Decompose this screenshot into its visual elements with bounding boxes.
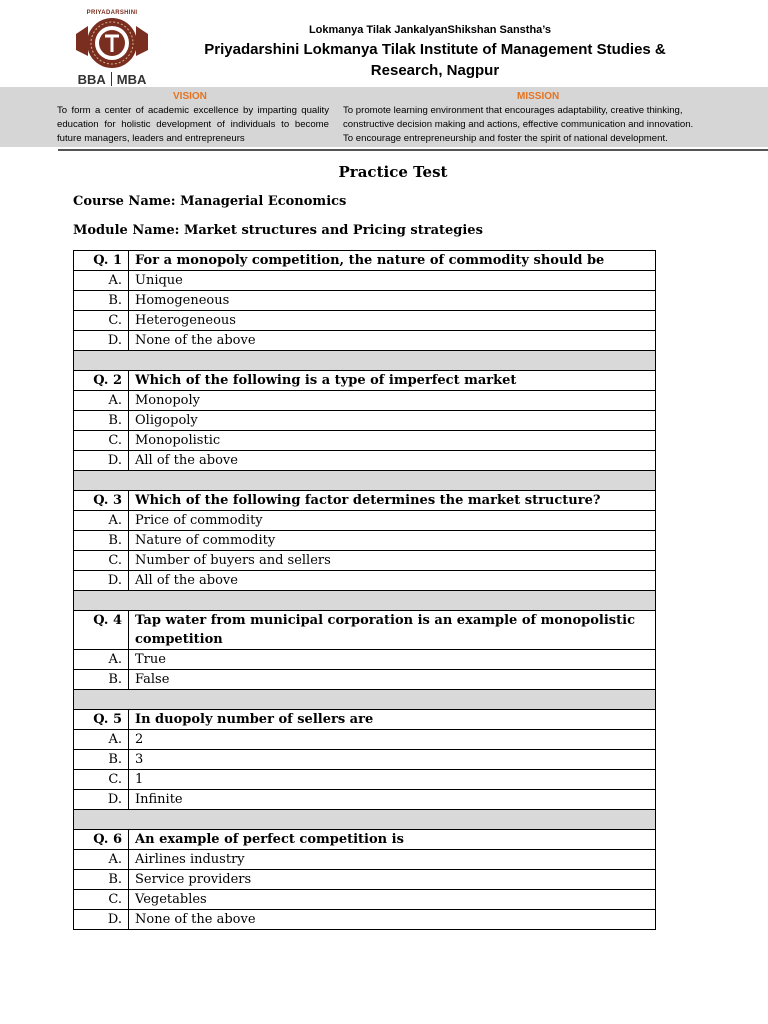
question-text: Which of the following is a type of imperfect market: [129, 371, 656, 391]
question-text: Tap water from municipal corporation is an example of monopolistic competition: [129, 611, 656, 650]
option-letter: D.: [74, 910, 129, 930]
module-name: Module Name: Market structures and Pricing strategies: [73, 223, 483, 238]
option-row: [74, 910, 656, 930]
institute-name: [180, 39, 690, 81]
logo-top-text: PRIYADARSHINI: [86, 10, 138, 16]
option-row: [74, 790, 656, 810]
option-letter: C.: [74, 311, 129, 331]
option-text: Infinite: [129, 790, 656, 810]
option-text: Nature of commodity: [129, 531, 656, 551]
institute-logo: [64, 10, 160, 88]
option-letter: A.: [74, 650, 129, 670]
option-letter: B.: [74, 870, 129, 890]
option-text: Vegetables: [129, 890, 656, 910]
option-row: [74, 291, 656, 311]
option-row: [74, 890, 656, 910]
question-row: [74, 491, 656, 511]
option-letter: D.: [74, 790, 129, 810]
option-text: None of the above: [129, 910, 656, 930]
option-text: False: [129, 670, 656, 690]
mission-title: MISSION: [517, 91, 560, 102]
mission-text: [343, 104, 743, 146]
separator-cell: [74, 810, 656, 830]
separator-row: [74, 591, 656, 611]
option-text: Price of commodity: [129, 511, 656, 531]
option-row: [74, 511, 656, 531]
vision-title: VISION: [173, 91, 207, 102]
question-row: [74, 830, 656, 850]
question-text: Which of the following factor determines the market structure?: [129, 491, 656, 511]
logo-program-text: [64, 72, 160, 87]
option-letter: A.: [74, 271, 129, 291]
sanstha-name: Lokmanya Tilak JankalyanShikshan Sanstha’s: [308, 24, 552, 36]
option-letter: C.: [74, 551, 129, 571]
option-text: All of the above: [129, 571, 656, 591]
option-letter: C.: [74, 770, 129, 790]
vision-text: To form a center of academic excellence by imparting quality education for holistic development of individuals to become future managers, leaders and entrepreneurs: [57, 105, 329, 144]
question-row: [74, 371, 656, 391]
option-letter: A.: [74, 511, 129, 531]
option-text: Oligopoly: [129, 411, 656, 431]
option-row: [74, 391, 656, 411]
option-text: All of the above: [129, 451, 656, 471]
question-row: [74, 251, 656, 271]
logo-mba: MBA: [116, 72, 147, 87]
question-number: Q. 1: [74, 251, 129, 271]
option-text: True: [129, 650, 656, 670]
option-letter: C.: [74, 431, 129, 451]
option-text: 1: [129, 770, 656, 790]
option-row: [74, 551, 656, 571]
option-row: [74, 650, 656, 670]
option-text: Monopoly: [129, 391, 656, 411]
question-text: For a monopoly competition, the nature of commodity should be: [129, 251, 656, 271]
option-letter: C.: [74, 890, 129, 910]
option-row: [74, 531, 656, 551]
question-text: In duopoly number of sellers are: [129, 710, 656, 730]
logo-divider: [111, 72, 112, 86]
option-text: 2: [129, 730, 656, 750]
separator-row: [74, 351, 656, 371]
mission-line: To promote learning environment that encourages adaptability, creative thinking,: [343, 105, 683, 116]
institute-name-line1: Priyadarshini Lokmanya Tilak Institute of Management Studies &: [204, 41, 666, 58]
questions-table: [73, 250, 656, 930]
option-row: [74, 311, 656, 331]
option-row: [74, 571, 656, 591]
option-letter: D.: [74, 571, 129, 591]
question-number: Q. 3: [74, 491, 129, 511]
option-row: [74, 331, 656, 351]
separator-row: [74, 690, 656, 710]
option-letter: B.: [74, 291, 129, 311]
option-letter: D.: [74, 451, 129, 471]
option-text: 3: [129, 750, 656, 770]
option-row: [74, 870, 656, 890]
separator-cell: [74, 591, 656, 611]
option-text: Number of buyers and sellers: [129, 551, 656, 571]
option-letter: A.: [74, 391, 129, 411]
question-number: Q. 4: [74, 611, 129, 650]
header-divider: [58, 149, 768, 151]
course-name: Course Name: Managerial Economics: [73, 194, 347, 209]
option-row: [74, 750, 656, 770]
option-text: Unique: [129, 271, 656, 291]
option-letter: D.: [74, 331, 129, 351]
separator-row: [74, 471, 656, 491]
question-number: Q. 2: [74, 371, 129, 391]
option-text: Service providers: [129, 870, 656, 890]
question-text: An example of perfect competition is: [129, 830, 656, 850]
mission-line: constructive decision making and actions, effective communication and innovation.: [343, 119, 694, 130]
question-row: [74, 611, 656, 650]
page-title: Practice Test: [338, 163, 448, 181]
option-letter: A.: [74, 730, 129, 750]
option-row: [74, 411, 656, 431]
option-row: [74, 431, 656, 451]
option-letter: B.: [74, 670, 129, 690]
option-text: Monopolistic: [129, 431, 656, 451]
option-row: [74, 451, 656, 471]
option-row: [74, 850, 656, 870]
separator-cell: [74, 690, 656, 710]
option-text: Heterogeneous: [129, 311, 656, 331]
question-row: [74, 710, 656, 730]
option-row: [74, 730, 656, 750]
option-letter: B.: [74, 531, 129, 551]
separator-row: [74, 810, 656, 830]
option-text: None of the above: [129, 331, 656, 351]
separator-cell: [74, 351, 656, 371]
mission-line: To encourage entrepreneurship and foster the spirit of national development.: [343, 133, 668, 144]
option-text: Airlines industry: [129, 850, 656, 870]
separator-cell: [74, 471, 656, 491]
option-row: [74, 770, 656, 790]
institute-emblem-icon: [72, 16, 152, 72]
question-number: Q. 6: [74, 830, 129, 850]
option-row: [74, 271, 656, 291]
option-letter: B.: [74, 411, 129, 431]
question-number: Q. 5: [74, 710, 129, 730]
institute-name-line2: Research, Nagpur: [370, 62, 500, 79]
option-row: [74, 670, 656, 690]
option-letter: B.: [74, 750, 129, 770]
option-text: Homogeneous: [129, 291, 656, 311]
option-letter: A.: [74, 850, 129, 870]
logo-bba: BBA: [77, 72, 106, 87]
